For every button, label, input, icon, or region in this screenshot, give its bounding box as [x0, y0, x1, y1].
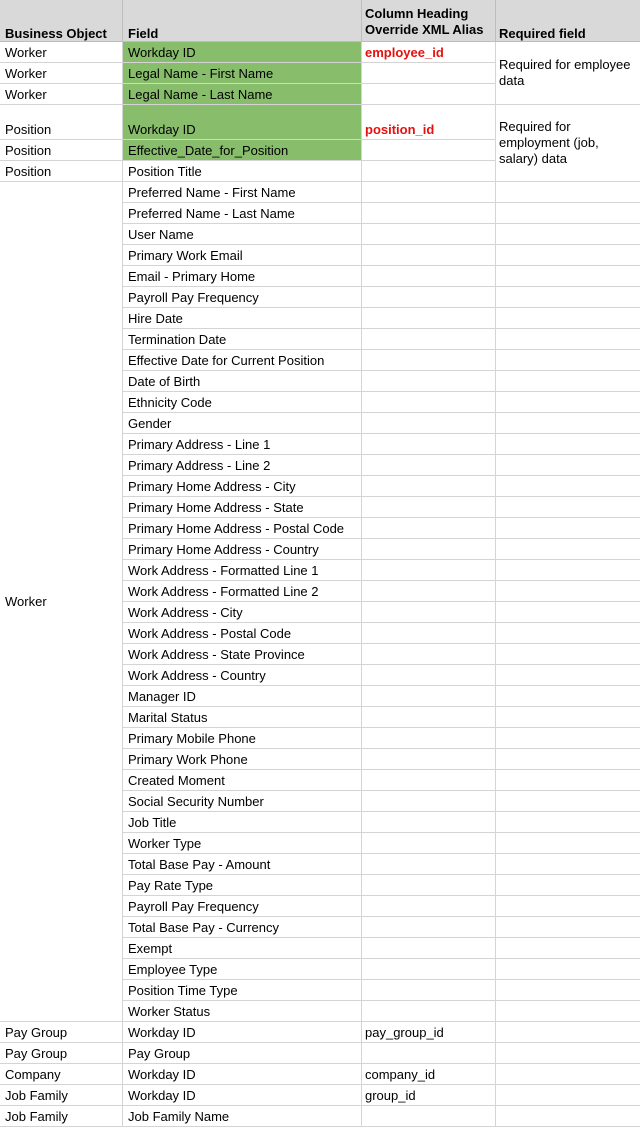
cell-business-object[interactable] — [0, 84, 123, 105]
cell-required[interactable] — [496, 224, 640, 245]
cell-field-text: Total Base Pay - Amount — [128, 857, 271, 872]
cell-alias-text: pay_group_id — [365, 1025, 444, 1040]
cell-field[interactable] — [123, 980, 362, 1001]
cell-alias[interactable] — [362, 959, 496, 980]
cell-alias[interactable] — [362, 455, 496, 476]
cell-alias[interactable] — [362, 623, 496, 644]
cell-business-object-text: Company — [5, 1067, 61, 1082]
cell-business-object-text: Pay Group — [5, 1046, 68, 1061]
cell-alias[interactable] — [362, 476, 496, 497]
cell-field[interactable] — [123, 854, 362, 875]
cell-alias[interactable] — [362, 1001, 496, 1022]
cell-required[interactable] — [496, 581, 640, 602]
cell-field-text: Email - Primary Home — [128, 269, 256, 284]
cell-required[interactable] — [496, 707, 640, 728]
cell-required[interactable] — [496, 497, 640, 518]
cell-required[interactable] — [496, 1022, 640, 1043]
cell-business-object[interactable] — [0, 1106, 123, 1127]
cell-business-object[interactable] — [0, 140, 123, 161]
cell-business-object-text: Worker — [5, 87, 47, 102]
cell-required[interactable] — [496, 1106, 640, 1127]
cell-field[interactable] — [123, 350, 362, 371]
cell-field[interactable] — [123, 455, 362, 476]
cell-field[interactable] — [123, 686, 362, 707]
cell-field-text: Workday ID — [128, 1088, 196, 1103]
header-field-label: Field — [128, 26, 159, 41]
cell-business-object-text: Worker — [5, 45, 47, 60]
cell-required[interactable] — [496, 749, 640, 770]
cell-alias[interactable] — [362, 413, 496, 434]
cell-field[interactable] — [123, 812, 362, 833]
cell-business-object-text: Job Family — [5, 1088, 68, 1103]
cell-field-text: Primary Home Address - Postal Code — [128, 521, 345, 536]
merged-worker-block[interactable] — [0, 182, 123, 1022]
cell-business-object-text: Position — [5, 122, 52, 137]
cell-alias[interactable] — [362, 980, 496, 1001]
cell-field-text: Primary Work Email — [128, 248, 243, 263]
cell-field[interactable] — [123, 1085, 362, 1106]
cell-alias[interactable] — [362, 42, 496, 63]
cell-field[interactable] — [123, 1064, 362, 1085]
cell-field-text: Work Address - State Province — [128, 647, 305, 662]
cell-alias[interactable] — [362, 602, 496, 623]
cell-field[interactable] — [123, 728, 362, 749]
cell-alias[interactable] — [362, 392, 496, 413]
cell-field-text: Social Security Number — [128, 794, 264, 809]
cell-field[interactable] — [123, 1001, 362, 1022]
cell-required[interactable] — [496, 980, 640, 1001]
cell-field-text: Primary Mobile Phone — [128, 731, 256, 746]
cell-field[interactable] — [123, 644, 362, 665]
cell-field-text: Ethnicity Code — [128, 395, 212, 410]
cell-required[interactable] — [496, 665, 640, 686]
cell-required[interactable] — [496, 518, 640, 539]
cell-required[interactable] — [496, 686, 640, 707]
cell-required[interactable] — [496, 1085, 640, 1106]
cell-alias[interactable] — [362, 539, 496, 560]
cell-field-text: Employee Type — [128, 962, 218, 977]
header-row — [0, 0, 640, 42]
cell-field[interactable] — [123, 140, 362, 161]
cell-required[interactable] — [496, 476, 640, 497]
required-employee-note-text: Required for employee data — [499, 57, 631, 88]
cell-alias[interactable] — [362, 434, 496, 455]
cell-field[interactable] — [123, 476, 362, 497]
header-field[interactable] — [123, 0, 362, 42]
cell-alias[interactable] — [362, 749, 496, 770]
cell-required[interactable] — [496, 959, 640, 980]
cell-required[interactable] — [496, 770, 640, 791]
cell-required[interactable] — [496, 560, 640, 581]
cell-field[interactable] — [123, 539, 362, 560]
cell-field[interactable] — [123, 371, 362, 392]
cell-business-object-text: Worker — [5, 66, 47, 81]
cell-business-object[interactable] — [0, 1043, 123, 1064]
cell-alias[interactable] — [362, 581, 496, 602]
cell-alias[interactable] — [362, 182, 496, 203]
cell-field[interactable] — [123, 875, 362, 896]
cell-required[interactable] — [496, 812, 640, 833]
cell-field-text: Gender — [128, 416, 172, 431]
cell-alias[interactable] — [362, 854, 496, 875]
cell-required[interactable] — [496, 329, 640, 350]
cell-alias[interactable] — [362, 140, 496, 161]
cell-field[interactable] — [123, 245, 362, 266]
cell-alias[interactable] — [362, 287, 496, 308]
header-required-label: Required field — [499, 26, 586, 41]
cell-alias-text: employee_id — [365, 45, 444, 60]
cell-required[interactable] — [496, 413, 640, 434]
required-employee-note[interactable] — [496, 42, 640, 105]
cell-alias[interactable] — [362, 224, 496, 245]
cell-field[interactable] — [123, 749, 362, 770]
header-alias-line1: Column Heading — [365, 6, 469, 21]
cell-alias[interactable] — [362, 350, 496, 371]
cell-field-text: Legal Name - First Name — [128, 66, 274, 81]
cell-field[interactable] — [123, 518, 362, 539]
cell-required[interactable] — [496, 644, 640, 665]
cell-alias[interactable] — [362, 63, 496, 84]
cell-field-text: Work Address - City — [128, 605, 243, 620]
cell-field-text: Payroll Pay Frequency — [128, 290, 259, 305]
cell-field-text: Worker Type — [128, 836, 202, 851]
cell-alias[interactable] — [362, 371, 496, 392]
cell-field-text: Marital Status — [128, 710, 208, 725]
cell-alias[interactable] — [362, 791, 496, 812]
cell-field-text: Total Base Pay - Currency — [128, 920, 280, 935]
cell-field[interactable] — [123, 161, 362, 182]
cell-field-text: User Name — [128, 227, 194, 242]
cell-field[interactable] — [123, 770, 362, 791]
cell-field-text: Work Address - Postal Code — [128, 626, 292, 641]
cell-required[interactable] — [496, 245, 640, 266]
cell-alias[interactable] — [362, 707, 496, 728]
cell-business-object[interactable] — [0, 42, 123, 63]
cell-alias-text: company_id — [365, 1067, 436, 1082]
cell-required[interactable] — [496, 917, 640, 938]
cell-business-object[interactable] — [0, 63, 123, 84]
merged-worker-block-text: Worker — [5, 593, 47, 609]
cell-required[interactable] — [496, 728, 640, 749]
cell-field-text: Job Title — [128, 815, 177, 830]
cell-field-text: Position Title — [128, 164, 202, 179]
cell-field-text: Workday ID — [128, 1067, 196, 1082]
cell-alias[interactable] — [362, 560, 496, 581]
cell-field-text: Work Address - Formatted Line 2 — [128, 584, 319, 599]
cell-field-text: Job Family Name — [128, 1109, 230, 1124]
cell-field-text: Preferred Name - Last Name — [128, 206, 295, 221]
header-business-object[interactable] — [0, 0, 123, 42]
cell-field[interactable] — [123, 434, 362, 455]
cell-field-text: Hire Date — [128, 311, 183, 326]
cell-alias[interactable] — [362, 875, 496, 896]
cell-alias[interactable] — [362, 203, 496, 224]
cell-alias[interactable] — [362, 161, 496, 182]
cell-business-object[interactable] — [0, 1064, 123, 1085]
cell-required[interactable] — [496, 434, 640, 455]
cell-field-text: Pay Group — [128, 1046, 191, 1061]
cell-field[interactable] — [123, 602, 362, 623]
header-alias-line2: Override XML Alias — [365, 22, 484, 37]
cell-alias[interactable] — [362, 497, 496, 518]
cell-alias[interactable] — [362, 518, 496, 539]
cell-business-object-text: Position — [5, 164, 52, 179]
table-row — [0, 1064, 640, 1085]
cell-field[interactable] — [123, 413, 362, 434]
cell-field-text: Legal Name - Last Name — [128, 87, 273, 102]
cell-alias[interactable] — [362, 1106, 496, 1127]
cell-field[interactable] — [123, 84, 362, 105]
cell-alias[interactable] — [362, 1043, 496, 1064]
cell-field-text: Exempt — [128, 941, 173, 956]
cell-field-text: Created Moment — [128, 773, 225, 788]
cell-field[interactable] — [123, 287, 362, 308]
cell-required[interactable] — [496, 287, 640, 308]
table-row — [0, 1106, 640, 1127]
cell-field-text: Pay Rate Type — [128, 878, 214, 893]
cell-required[interactable] — [496, 203, 640, 224]
cell-business-object[interactable] — [0, 1085, 123, 1106]
cell-business-object[interactable] — [0, 161, 123, 182]
cell-field-text: Primary Home Address - Country — [128, 542, 319, 557]
cell-field[interactable] — [123, 938, 362, 959]
cell-alias-text: position_id — [365, 122, 435, 137]
cell-field[interactable] — [123, 1043, 362, 1064]
cell-required[interactable] — [496, 182, 640, 203]
cell-field-text: Primary Home Address - State — [128, 500, 304, 515]
cell-field[interactable] — [123, 833, 362, 854]
cell-alias[interactable] — [362, 665, 496, 686]
cell-business-object-text: Job Family — [5, 1109, 68, 1124]
cell-alias[interactable] — [362, 938, 496, 959]
cell-required[interactable] — [496, 896, 640, 917]
cell-alias[interactable] — [362, 686, 496, 707]
cell-alias[interactable] — [362, 770, 496, 791]
cell-field[interactable] — [123, 308, 362, 329]
cell-required[interactable] — [496, 371, 640, 392]
cell-field[interactable] — [123, 266, 362, 287]
cell-required[interactable] — [496, 455, 640, 476]
cell-field-text: Primary Work Phone — [128, 752, 248, 767]
table-row — [0, 1085, 640, 1106]
cell-required[interactable] — [496, 350, 640, 371]
cell-field-text: Work Address - Formatted Line 1 — [128, 563, 319, 578]
cell-required[interactable] — [496, 392, 640, 413]
cell-field[interactable] — [123, 105, 362, 140]
cell-field-text: Workday ID — [128, 122, 196, 137]
cell-alias[interactable] — [362, 644, 496, 665]
cell-field[interactable] — [123, 1106, 362, 1127]
cell-field[interactable] — [123, 623, 362, 644]
cell-field-text: Workday ID — [128, 1025, 196, 1040]
cell-alias[interactable] — [362, 812, 496, 833]
cell-field-text: Effective Date for Current Position — [128, 353, 325, 368]
cell-field[interactable] — [123, 63, 362, 84]
cell-field[interactable] — [123, 560, 362, 581]
cell-field-text: Payroll Pay Frequency — [128, 899, 259, 914]
cell-required[interactable] — [496, 623, 640, 644]
cell-required[interactable] — [496, 875, 640, 896]
cell-alias[interactable] — [362, 245, 496, 266]
required-employment-note-text: Required for employment (job, salary) data — [499, 119, 599, 166]
header-required[interactable] — [496, 0, 640, 42]
cell-field-text: Termination Date — [128, 332, 227, 347]
cell-required[interactable] — [496, 791, 640, 812]
cell-alias[interactable] — [362, 833, 496, 854]
cell-field[interactable] — [123, 497, 362, 518]
cell-alias[interactable] — [362, 1064, 496, 1085]
cell-field[interactable] — [123, 42, 362, 63]
cell-required[interactable] — [496, 308, 640, 329]
cell-field-text: Preferred Name - First Name — [128, 185, 296, 200]
required-employment-note[interactable] — [496, 105, 640, 182]
cell-field-text: Effective_Date_for_Position — [128, 143, 289, 158]
cell-required[interactable] — [496, 1043, 640, 1064]
cell-alias[interactable] — [362, 1085, 496, 1106]
cell-field[interactable] — [123, 224, 362, 245]
cell-field[interactable] — [123, 917, 362, 938]
cell-alias[interactable] — [362, 1022, 496, 1043]
cell-field[interactable] — [123, 959, 362, 980]
cell-business-object-text: Position — [5, 143, 52, 158]
cell-field[interactable] — [123, 707, 362, 728]
cell-alias[interactable] — [362, 308, 496, 329]
table-row — [0, 1043, 640, 1064]
cell-alias[interactable] — [362, 329, 496, 350]
cell-business-object[interactable] — [0, 105, 123, 140]
cell-alias[interactable] — [362, 896, 496, 917]
cell-business-object-text: Pay Group — [5, 1025, 68, 1040]
cell-field[interactable] — [123, 182, 362, 203]
cell-field-text: Workday ID — [128, 45, 196, 60]
cell-field[interactable] — [123, 329, 362, 350]
cell-field-text: Date of Birth — [128, 374, 201, 389]
cell-field[interactable] — [123, 896, 362, 917]
cell-alias-text: group_id — [365, 1088, 416, 1103]
cell-required[interactable] — [496, 1064, 640, 1085]
cell-field-text: Work Address - Country — [128, 668, 266, 683]
cell-required[interactable] — [496, 602, 640, 623]
cell-field[interactable] — [123, 665, 362, 686]
table-row — [0, 1022, 640, 1043]
cell-required[interactable] — [496, 539, 640, 560]
cell-field[interactable] — [123, 1022, 362, 1043]
cell-field-text: Manager ID — [128, 689, 196, 704]
cell-field-text: Worker Status — [128, 1004, 211, 1019]
cell-required[interactable] — [496, 1001, 640, 1022]
cell-alias[interactable] — [362, 84, 496, 105]
cell-required[interactable] — [496, 854, 640, 875]
cell-required[interactable] — [496, 833, 640, 854]
cell-alias[interactable] — [362, 917, 496, 938]
cell-alias[interactable] — [362, 728, 496, 749]
cell-required[interactable] — [496, 938, 640, 959]
cell-field-text: Primary Home Address - City — [128, 479, 296, 494]
cell-field[interactable] — [123, 791, 362, 812]
cell-alias[interactable] — [362, 105, 496, 140]
header-business-object-label: Business Object — [5, 26, 107, 41]
cell-field[interactable] — [123, 392, 362, 413]
cell-field[interactable] — [123, 203, 362, 224]
header-alias[interactable] — [362, 0, 496, 42]
cell-field-text: Primary Address - Line 2 — [128, 458, 271, 473]
cell-required[interactable] — [496, 266, 640, 287]
cell-alias[interactable] — [362, 266, 496, 287]
cell-field[interactable] — [123, 581, 362, 602]
cell-field-text: Position Time Type — [128, 983, 238, 998]
cell-business-object[interactable] — [0, 1022, 123, 1043]
cell-field-text: Primary Address - Line 1 — [128, 437, 271, 452]
